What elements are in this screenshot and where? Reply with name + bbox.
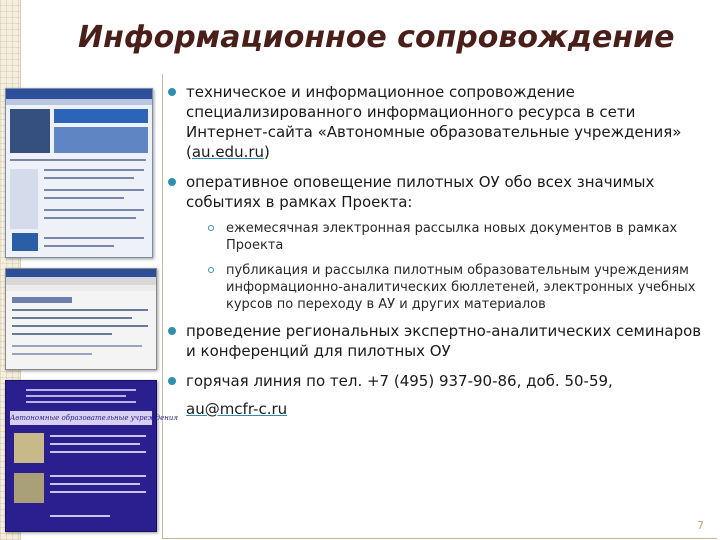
bullet-list: [168, 82, 708, 419]
bullet-text-end: ): [264, 143, 270, 161]
sub-list-item: [208, 262, 708, 313]
sub-bullet-text: ежемесячная электронная рассылка новых документов в рамках Проекта: [226, 221, 678, 253]
slide-title: Информационное сопровождение: [78, 20, 675, 55]
website-screenshot-thumbnail: [5, 88, 153, 258]
bullet-text: оперативное оповещение пилотных ОУ обо всех значимых событиях в рамках Проекта:: [186, 173, 655, 211]
mailing-screenshot-thumbnail: [5, 268, 157, 370]
page-number: 7: [697, 519, 704, 532]
sub-bullet-ring-icon: [208, 225, 214, 231]
bullet-dot-icon: [168, 377, 176, 385]
bullet-text: горячая линия по тел. +7 (495) 937-90-86, доб. 50-59,: [186, 372, 613, 390]
site-link[interactable]: au.edu.ru: [191, 143, 265, 161]
publication-title: Автономные образовательные учреждения: [10, 411, 152, 425]
sub-bullet-ring-icon: [208, 267, 214, 273]
list-item-notifications: [168, 172, 708, 313]
bullet-dot-icon: [168, 178, 176, 186]
bullet-dot-icon: [168, 88, 176, 96]
list-item-seminars: [168, 321, 708, 361]
email-link[interactable]: au@mcfr-c.ru: [186, 400, 288, 418]
publication-cover-thumbnail: [5, 380, 179, 532]
sub-bullet-list: [208, 220, 708, 313]
bullet-content: [168, 82, 708, 419]
sub-list-item: [208, 220, 708, 254]
bullet-text: проведение региональных экспертно-аналитических семинаров и конференций для пилотных ОУ: [186, 322, 702, 360]
bullet-text: техническое и информационное сопровождение специализированного информационного ресурса в сети Интернет-сайта «Автономные образовательные учреждения» (: [186, 83, 682, 161]
sub-bullet-text: публикация и рассылка пилотным образовательным учреждениям информационно-аналитических бюллетеней, электронных учебных курсов по переходу в АУ и других материалов: [226, 263, 696, 312]
bullet-dot-icon: [168, 327, 176, 335]
list-item-site-support: [168, 82, 708, 162]
list-item-hotline: [168, 371, 708, 419]
